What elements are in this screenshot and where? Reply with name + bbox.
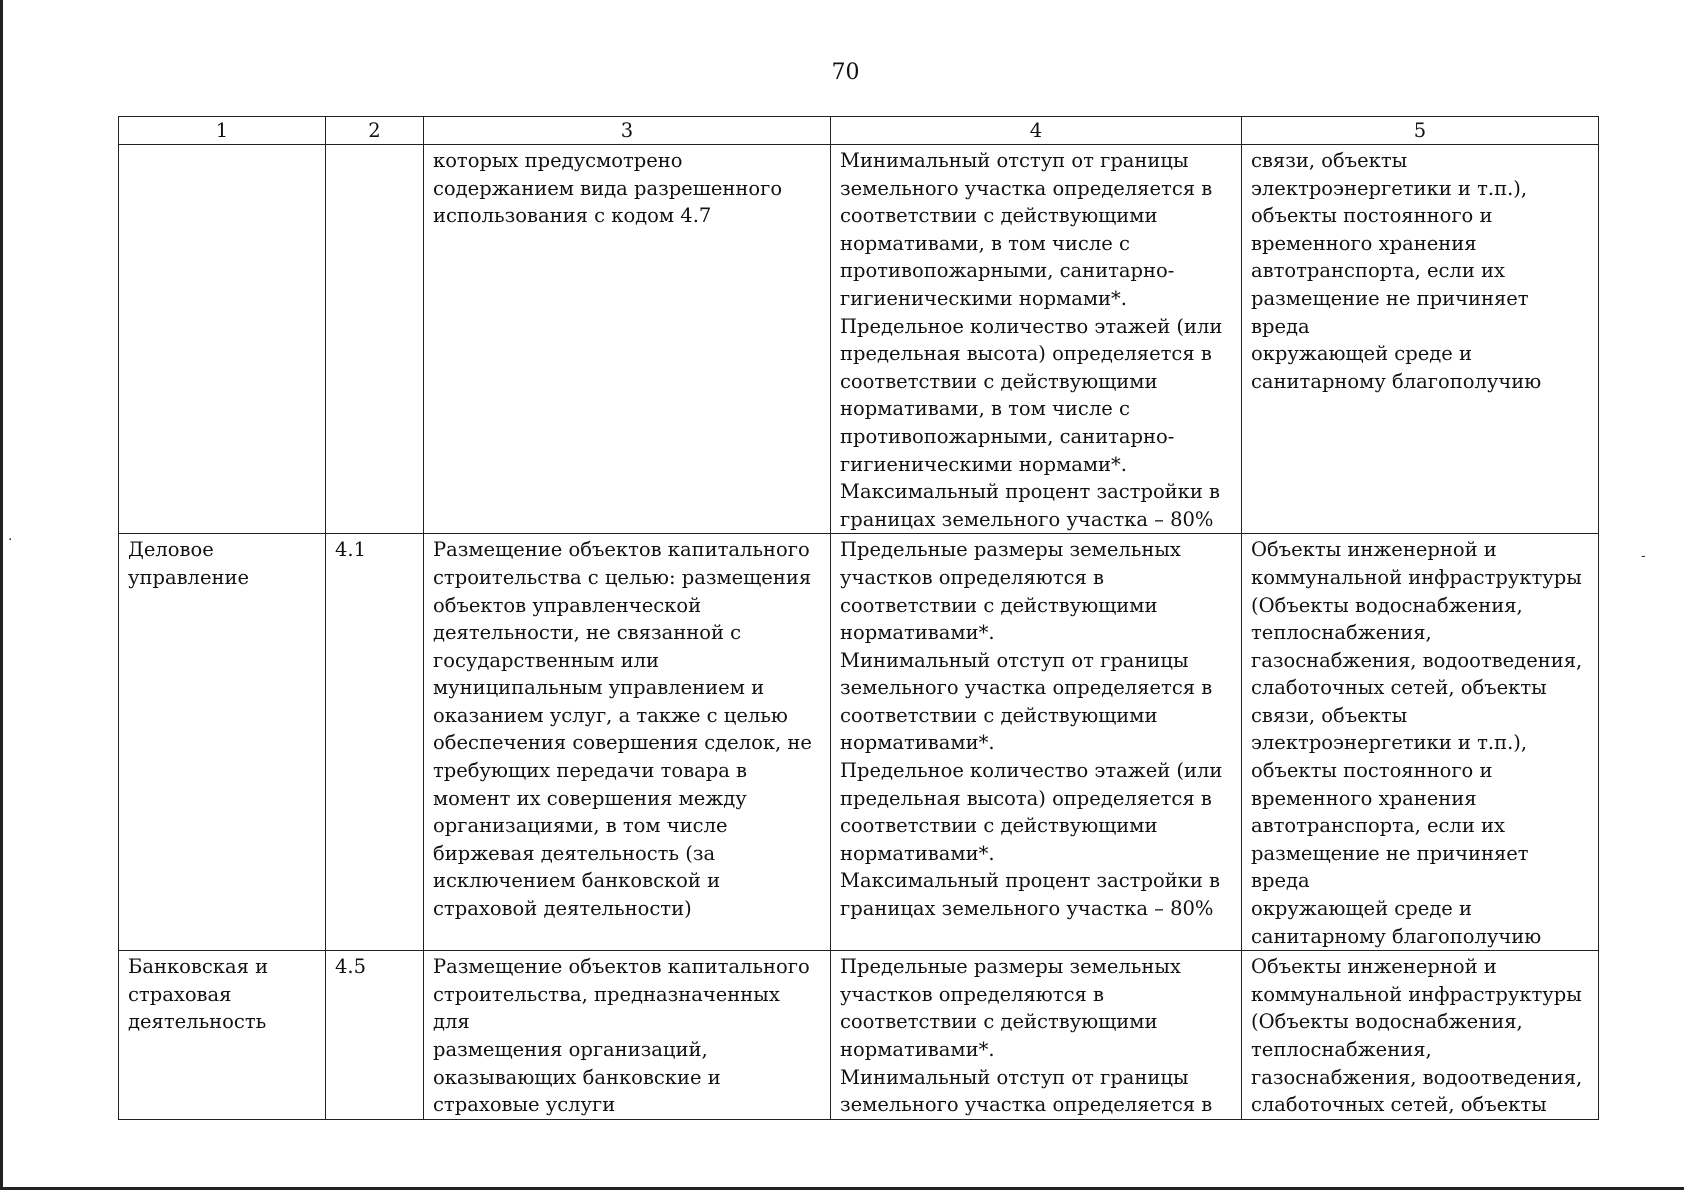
- use-code-cell: 4.1: [326, 534, 424, 951]
- auxiliary-uses-cell: Объекты инженерной и коммунальной инфраструктуры (Объекты водоснабжения, теплоснабжения, газоснабжения, водоотведения, слаботочных сетей, объекты связи, объекты электроэнергетики и т.п.), объекты постоянного и временного хранения автотранспорта, если их размещение не причиняет вреда окружающей среде и санитарному благополучию: [1242, 534, 1599, 951]
- auxiliary-uses-cell: связи, объекты электроэнергетики и т.п.), объекты постоянного и временного хранения автотранспорта, если их размещение не причиняет вреда окружающей среде и санитарному благополучию: [1242, 145, 1599, 534]
- column-header: 5: [1242, 117, 1599, 145]
- column-header: 4: [831, 117, 1242, 145]
- use-description-cell: Размещение объектов капитального строительства, предназначенных для размещения организаций, оказывающих банковские и страховые услуги: [424, 951, 831, 1120]
- table-header-row: [119, 117, 1599, 145]
- parameters-cell: Предельные размеры земельных участков определяются в соответствии с действующими нормативами*. Минимальный отступ от границы земельного участка определяется в соответствии с действующими нормативами*. Предельное количество этажей (или предельная высота) определяется в соответствии с действующими нормативами*. Максимальный процент застройки в границах земельного участка – 80%: [831, 534, 1242, 951]
- column-header: 2: [326, 117, 424, 145]
- column-header: 3: [424, 117, 831, 145]
- use-code-cell: 4.5: [326, 951, 424, 1120]
- use-name-cell: Деловое управление: [119, 534, 326, 951]
- table-row: [119, 534, 1599, 951]
- column-header: 1: [119, 117, 326, 145]
- scan-mark: -: [1641, 548, 1646, 564]
- page-number: 70: [831, 60, 860, 85]
- use-name-cell: [119, 145, 326, 534]
- parameters-cell: Минимальный отступ от границы земельного участка определяется в соответствии с действующими нормативами, в том числе с противопожарными, санитарно- гигиеническими нормами*. Предельное количество этажей (или предельная высота) определяется в соответствии с действующими нормативами, в том числе с противопожарными, санитарно- гигиеническими нормами*. Максимальный процент застройки в границах земельного участка – 80%: [831, 145, 1242, 534]
- use-description-cell: Размещение объектов капитального строительства с целью: размещения объектов управленческой деятельности, не связанной с государственным или муниципальным управлением и оказанием услуг, а также с целью обеспечения совершения сделок, не требующих передачи товара в момент их совершения между организациями, в том числе биржевая деятельность (за исключением банковской и страховой деятельности): [424, 534, 831, 951]
- use-description-cell: которых предусмотрено содержанием вида разрешенного использования с кодом 4.7: [424, 145, 831, 534]
- table-row: [119, 145, 1599, 534]
- use-name-cell: Банковская и страховая деятельность: [119, 951, 326, 1120]
- zoning-table: [118, 116, 1599, 1120]
- auxiliary-uses-cell: Объекты инженерной и коммунальной инфраструктуры (Объекты водоснабжения, теплоснабжения, газоснабжения, водоотведения, слаботочных сетей, объекты: [1242, 951, 1599, 1120]
- use-code-cell: [326, 145, 424, 534]
- scan-mark: ·: [8, 532, 13, 548]
- parameters-cell: Предельные размеры земельных участков определяются в соответствии с действующими нормативами*. Минимальный отступ от границы земельного участка определяется в: [831, 951, 1242, 1120]
- table-row: [119, 951, 1599, 1120]
